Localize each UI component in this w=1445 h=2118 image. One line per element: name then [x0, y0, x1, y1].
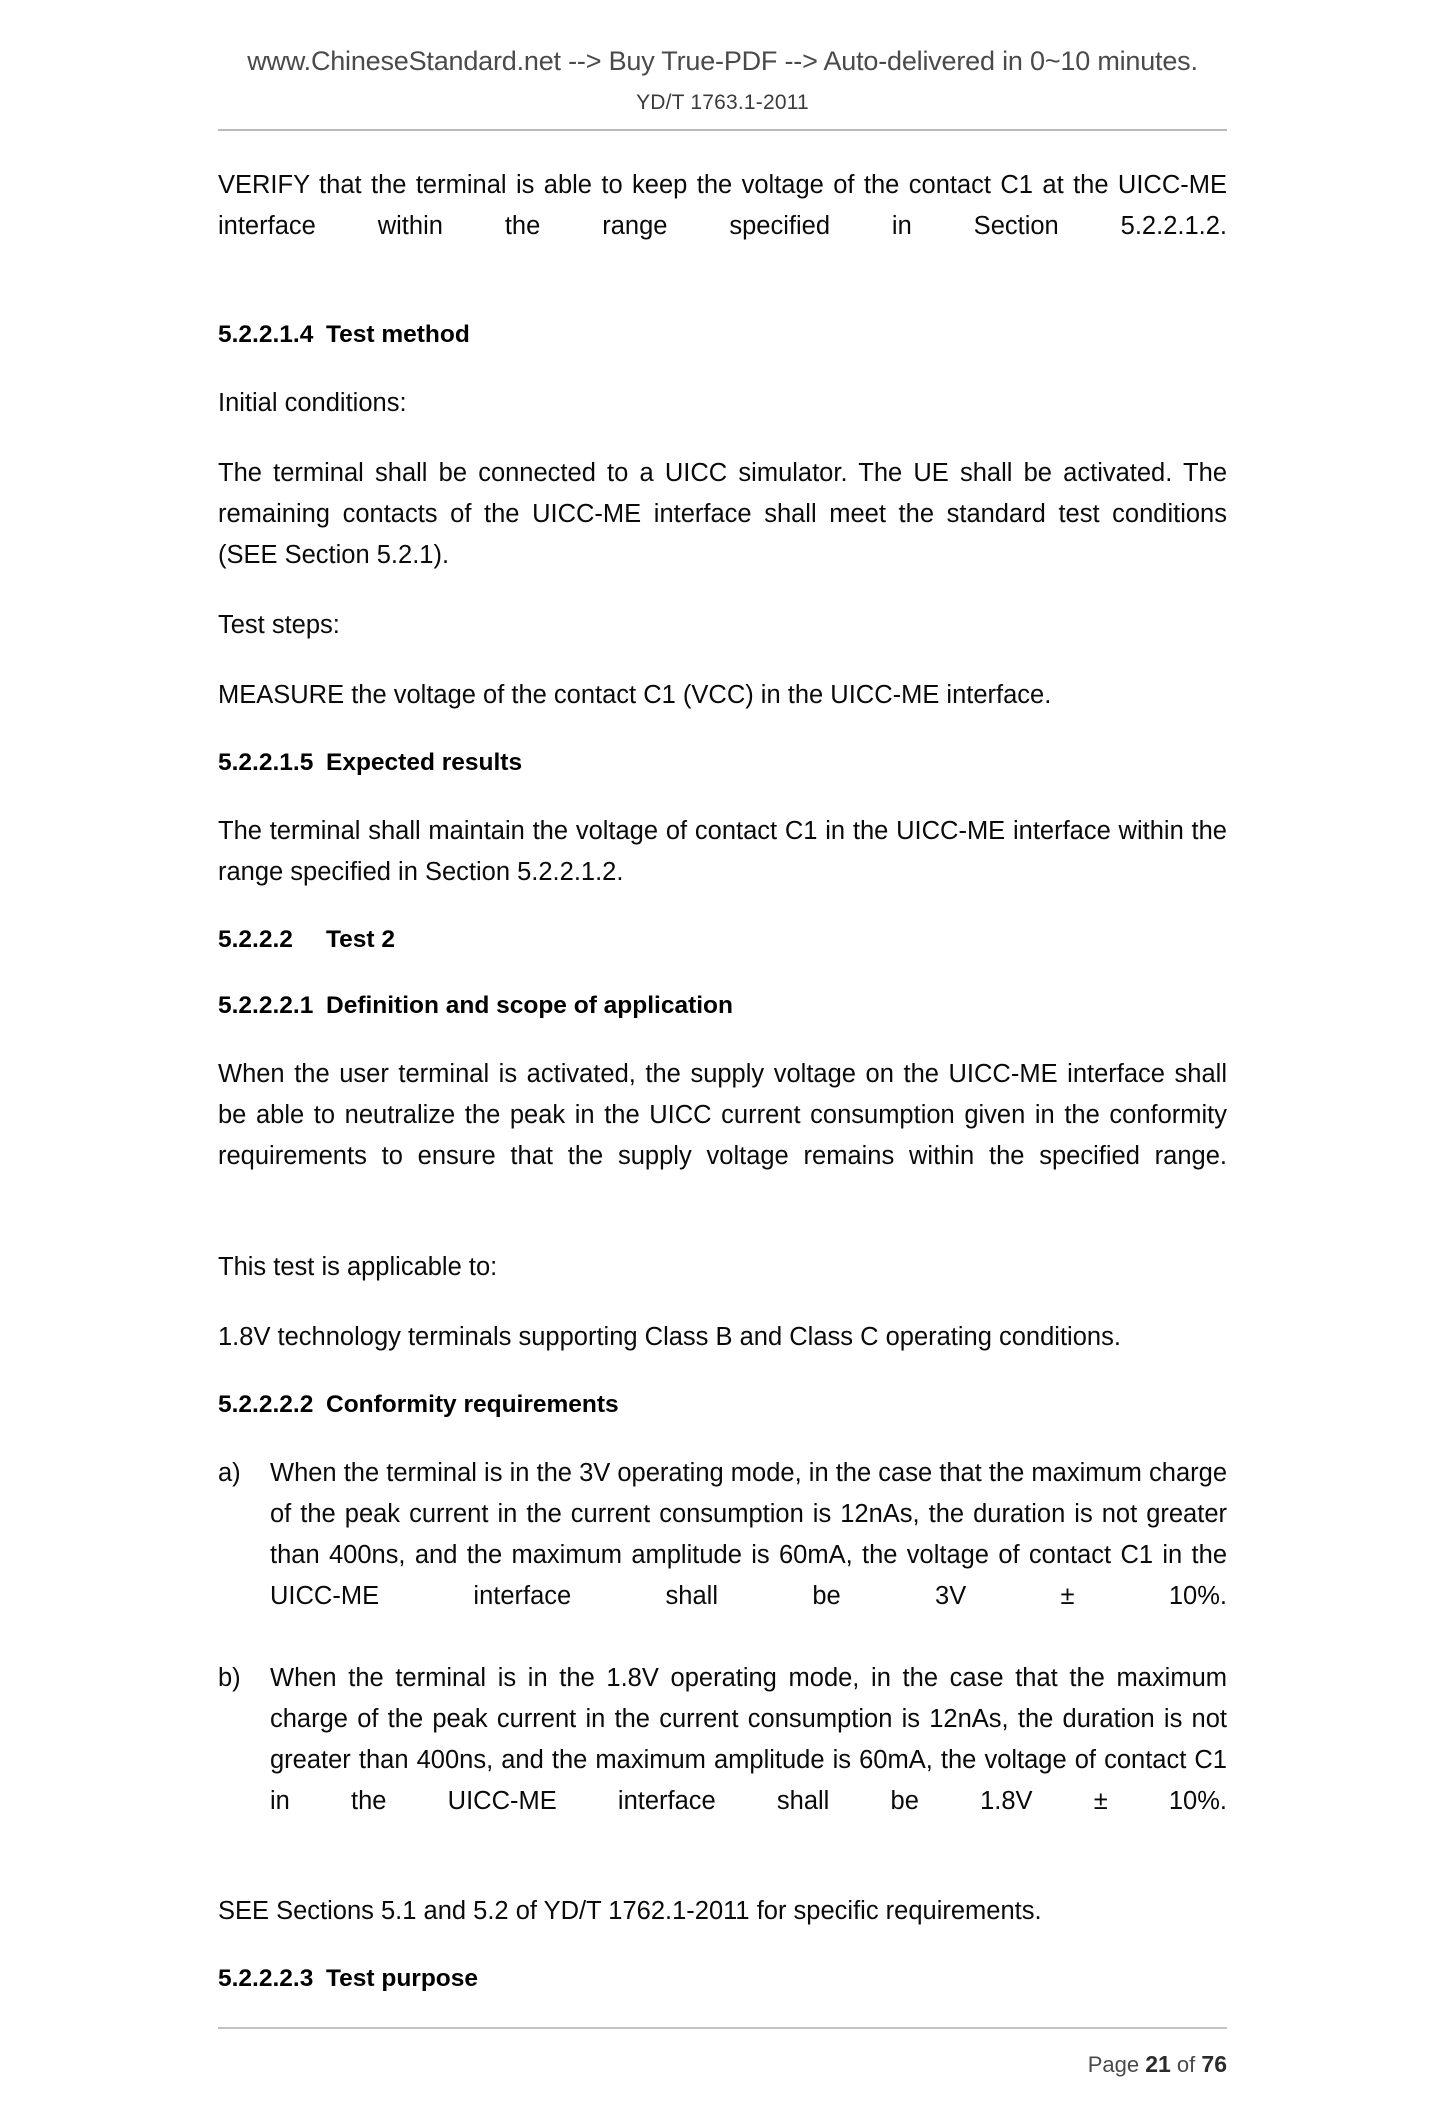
heading-number: 5.2.2.2.3	[218, 1965, 314, 1992]
total-pages: 76	[1201, 2051, 1227, 2077]
page-indicator	[218, 2051, 1227, 2078]
see-reference-text: SEE Sections 5.1 and 5.2 of YD/T 1762.1-2011 for specific requirements.	[218, 1897, 1042, 1925]
heading-5-2-2-2	[218, 922, 1227, 958]
list-item-text: When the terminal is in the 1.8V operating mode, in the case that the maximum charge of the peak current in the current consumption is 12nAs, the duration is not greater than 400ns, and the maximum amplitude is 60mA, the voltage of contact C1 in the UICC-ME interface shall be 1.8V ± 10%.	[270, 1664, 1227, 1815]
list-marker: a)	[218, 1459, 241, 1487]
heading-title: Test method	[326, 321, 470, 348]
list-item	[218, 1658, 1227, 1863]
heading-number: 5.2.2.1.5	[218, 749, 314, 776]
heading-number: 5.2.2.2.2	[218, 1391, 314, 1418]
test-steps-label: Test steps:	[218, 611, 340, 639]
conformity-requirements-list	[218, 1453, 1227, 1863]
heading-title: Test purpose	[326, 1965, 479, 1992]
heading-5-2-2-2-1	[218, 988, 1227, 1024]
intro-paragraph: VERIFY that the terminal is able to keep the voltage of the contact C1 at the UICC-ME interface within the range specified in Section 5.2.2.1.2.	[218, 171, 1227, 240]
page-word: Page	[1087, 2052, 1140, 2077]
page-footer	[218, 2027, 1227, 2118]
heading-number: 5.2.2.1.4	[218, 321, 314, 348]
heading-5-2-2-2-2	[218, 1387, 1227, 1423]
applicable-label: This test is applicable to:	[218, 1253, 498, 1281]
list-item-text: When the terminal is in the 3V operating mode, in the case that the maximum charge of the peak current in the current consumption is 12nAs, the duration is not greater than 400ns, and the maximum amplitude is 60mA, the voltage of contact C1 in the UICC-ME interface shall be 3V ± 10%.	[270, 1459, 1227, 1610]
document-body	[218, 131, 1227, 2027]
heading-number: 5.2.2.2.1	[218, 992, 314, 1019]
watermark-header: www.ChineseStandard.net --> Buy True-PDF --> Auto-delivered in 0~10 minutes.	[247, 46, 1198, 76]
test-steps-text: MEASURE the voltage of the contact C1 (VCC) in the UICC-ME interface.	[218, 681, 1052, 709]
list-item	[218, 1453, 1227, 1658]
heading-title: Definition and scope of application	[326, 992, 733, 1019]
heading-5-2-2-2-3	[218, 1961, 1227, 1997]
heading-5-2-2-1-4	[218, 317, 1227, 353]
heading-title: Test 2	[326, 926, 395, 953]
initial-conditions-label: Initial conditions:	[218, 389, 407, 417]
list-marker: b)	[218, 1664, 241, 1692]
of-word: of	[1176, 2052, 1196, 2077]
footer-divider	[218, 2027, 1227, 2029]
initial-conditions-text: The terminal shall be connected to a UICC simulator. The UE shall be activated. The remaining contacts of the UICC-ME interface shall meet the standard test conditions (SEE Section 5.2.1).	[218, 459, 1227, 569]
standard-number: YD/T 1763.1-2011	[636, 91, 809, 114]
page-number: 21	[1145, 2051, 1171, 2077]
heading-number: 5.2.2.2	[218, 926, 293, 953]
heading-title: Expected results	[326, 749, 523, 776]
heading-title: Conformity requirements	[326, 1391, 619, 1418]
definition-text: When the user terminal is activated, the supply voltage on the UICC-ME interface shall be able to neutralize the peak in the UICC current consumption given in the conformity requirements to ensure that the supply voltage remains within the specified range.	[218, 1060, 1227, 1170]
expected-results-text: The terminal shall maintain the voltage of contact C1 in the UICC-ME interface within the range specified in Section 5.2.2.1.2.	[218, 817, 1227, 886]
applicable-text: 1.8V technology terminals supporting Class B and Class C operating conditions.	[218, 1323, 1121, 1351]
heading-5-2-2-1-5	[218, 745, 1227, 781]
